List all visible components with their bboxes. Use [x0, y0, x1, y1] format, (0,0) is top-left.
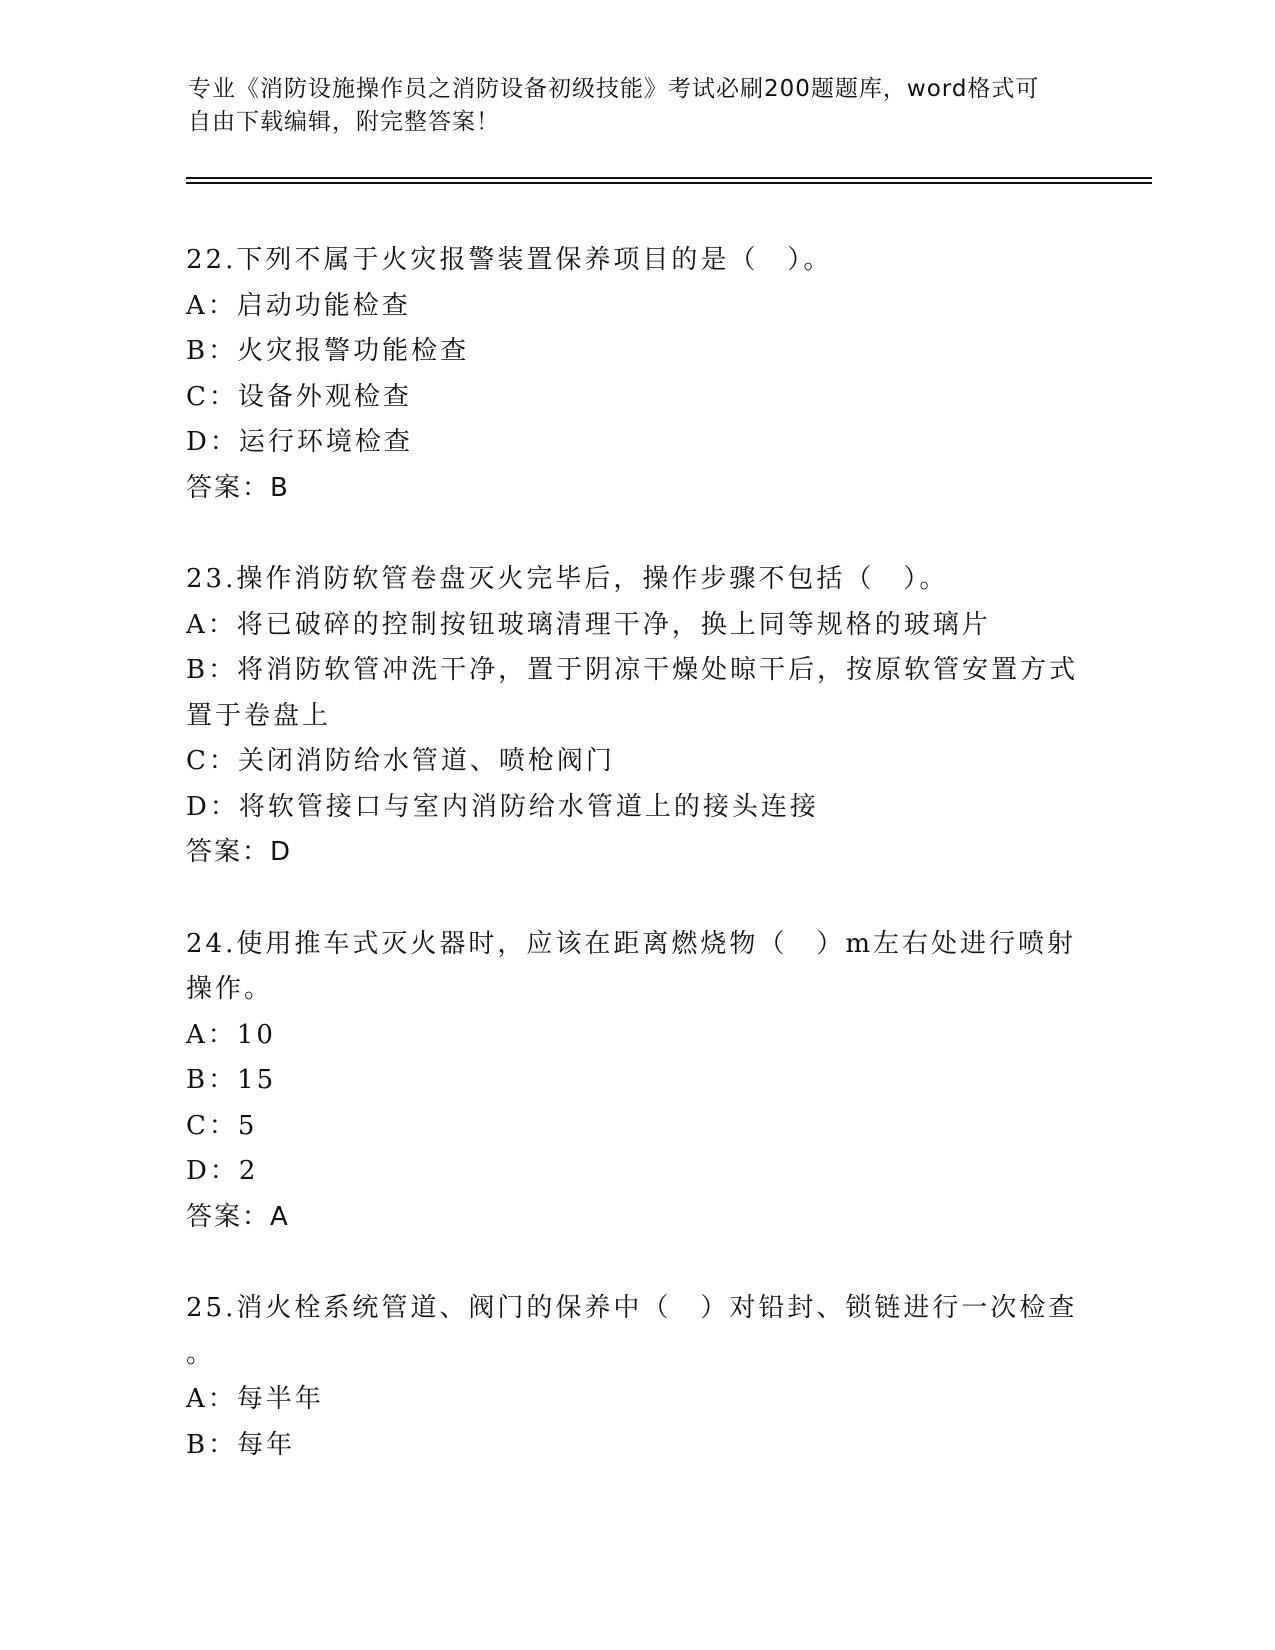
answer: 答案：D [186, 837, 293, 867]
header-divider-top [186, 177, 1152, 179]
answer: 答案：A [186, 1201, 290, 1232]
option-d: D：2 [186, 1156, 259, 1186]
option-b: B：15 [186, 1065, 277, 1095]
option-c: C：5 [186, 1110, 258, 1141]
answer: 答案：B [186, 472, 290, 503]
option-b: B：每年 [186, 1429, 296, 1460]
option-a: A：每半年 [186, 1384, 324, 1414]
question-23 [186, 557, 1086, 876]
option-c: C：关闭消防给水管道、喷枪阀门 [186, 746, 615, 776]
option-b: B：火灾报警功能检查 [186, 336, 470, 366]
question-stem-continuation: 操作。 [186, 974, 274, 1004]
option-a: A：启动功能检查 [186, 290, 411, 321]
header-line-2: 自由下载编辑，附完整答案！ [188, 109, 500, 135]
option-a: A：将已破碎的控制按钮玻璃清理干净，换上同等规格的玻璃片 [186, 609, 991, 640]
document-header [188, 73, 1068, 139]
question-25 [186, 1286, 1086, 1468]
option-b-continuation: 置于卷盘上 [186, 700, 332, 731]
header-divider-bottom [186, 182, 1152, 184]
question-22 [186, 238, 1086, 511]
question-stem: 22.下列不属于火灾报警装置保养项目的是（ ）。 [186, 245, 833, 275]
question-stem: 23.操作消防软管卷盘灭火完毕后，操作步骤不包括（ ）。 [186, 564, 949, 594]
option-a: A：10 [186, 1019, 276, 1050]
question-24 [186, 922, 1086, 1241]
option-d: D：运行环境检查 [186, 427, 413, 457]
option-b: B：将消防软管冲洗干净，置于阴凉干燥处晾干后，按原软管安置方式 [186, 655, 1079, 685]
question-list [186, 238, 1086, 1514]
question-stem: 24.使用推车式灭火器时，应该在距离燃烧物（ ）m左右处进行喷射 [186, 928, 1077, 959]
option-c: C：设备外观检查 [186, 381, 412, 412]
question-stem-continuation: 。 [186, 1338, 216, 1369]
question-stem: 25.消火栓系统管道、阀门的保养中（ ）对铅封、锁链进行一次检查 [186, 1293, 1078, 1323]
header-line-1: 专业《消防设施操作员之消防设备初级技能》考试必刷200题题库，word格式可 [188, 76, 1040, 102]
option-d: D：将软管接口与室内消防给水管道上的接头连接 [186, 791, 819, 822]
